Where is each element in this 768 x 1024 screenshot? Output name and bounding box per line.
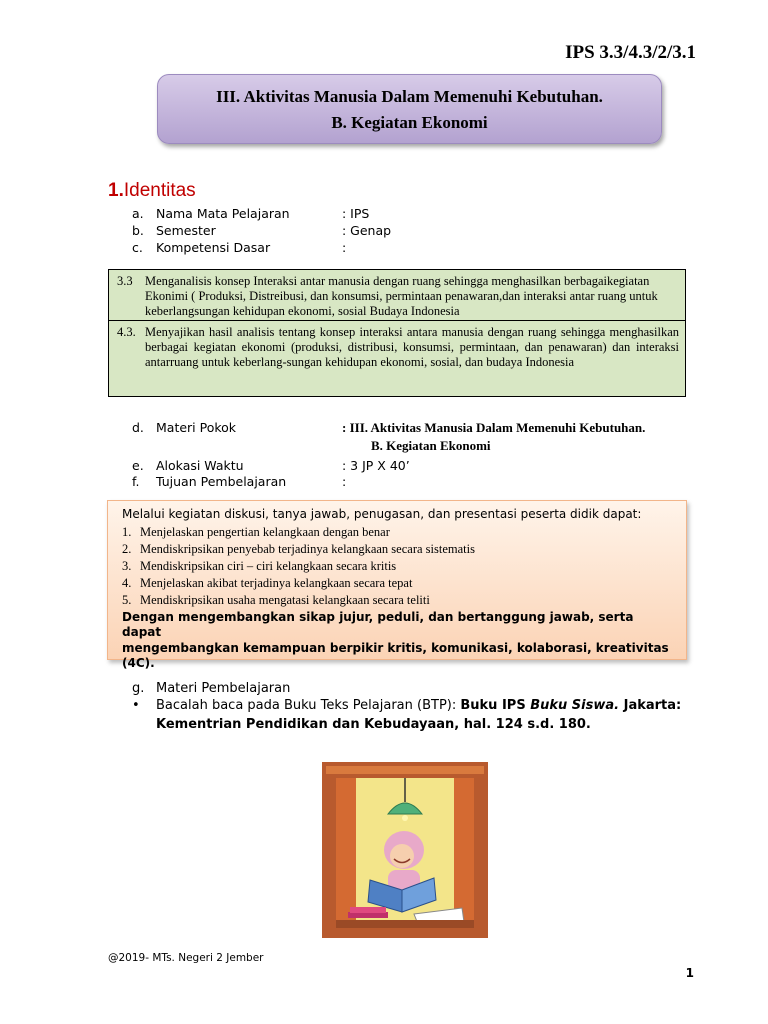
row-letter: f. xyxy=(132,474,140,489)
identitas-row-a xyxy=(132,206,532,222)
row-value: : Genap xyxy=(342,223,392,238)
row-label: Nama Mata Pelajaran xyxy=(156,206,290,221)
list-item xyxy=(122,575,672,592)
materi-line-2: Kementrian Pendidikan dan Kebudayaan, hal. 124 s.d. 180. xyxy=(156,717,591,732)
materi-heading xyxy=(132,681,291,696)
item-text: Mendiskripsikan usaha mengatasi kelangkaan secara teliti xyxy=(140,593,430,607)
title-line-2: B. Kegiatan Ekonomi xyxy=(331,113,488,132)
row-letter: g. xyxy=(132,681,145,696)
kd-number: 3.3 xyxy=(117,274,133,288)
page-number: 1 xyxy=(685,966,694,980)
item-text: Menjelaskan pengertian kelangkaan dengan benar xyxy=(140,525,390,539)
identitas-row-b xyxy=(132,223,532,239)
kd-text: Menganalisis konsep Interaksi antar manusia dengan ruang sehingga menghasilkan berbagaikegiatan Ekonimi ( Produksi, Distreibusi, dan konsumsi, permintaan penawaran,dan interaksi antar ruang untuk keberlangsungan kehidupan ekonomi, sosial Budaya Indonesia xyxy=(145,274,658,318)
tujuan-pembelajaran-box xyxy=(107,500,687,670)
item-number: 4. xyxy=(122,576,132,590)
title-line-1: III. Aktivitas Manusia Dalam Memenuhi Kebutuhan. xyxy=(216,87,603,106)
materi-text-c: Buku Siswa. xyxy=(530,698,620,713)
row-value: : xyxy=(342,240,347,255)
identitas-row-c xyxy=(132,240,532,256)
row-label: Kompetensi Dasar xyxy=(156,240,271,255)
row-label: Materi Pembelajaran xyxy=(156,681,291,696)
materi-text-d: Jakarta: xyxy=(619,698,682,713)
row-value: : IPS xyxy=(342,206,370,221)
window-sill xyxy=(336,920,474,928)
item-number: 2. xyxy=(122,542,132,556)
item-number: 1. xyxy=(122,525,132,539)
row-letter: a. xyxy=(132,206,144,221)
row-letter: e. xyxy=(132,458,144,473)
identitas-row-e xyxy=(132,458,532,474)
row-value: : III. Aktivitas Manusia Dalam Memenuhi Kebutuhan. xyxy=(342,420,646,435)
kd-number: 4.3. xyxy=(117,325,136,339)
list-item xyxy=(122,592,672,609)
reading-girl-illustration xyxy=(322,762,488,938)
document-code: IPS 3.3/4.3/2/3.1 xyxy=(565,42,696,63)
item-number: 5. xyxy=(122,593,132,607)
row-letter: c. xyxy=(132,240,143,255)
tujuan-closing-2: mengembangkan kemampuan berpikir kritis, komunikasi, kolaborasi, kreativitas (4C). xyxy=(122,641,669,670)
row-value: : 3 JP X 40’ xyxy=(342,458,410,473)
materi-bullet-line xyxy=(132,698,692,713)
materi-text xyxy=(156,698,681,713)
list-item xyxy=(122,558,672,575)
list-item xyxy=(122,541,672,558)
footer-copyright: @2019- MTs. Negeri 2 Jember xyxy=(108,952,264,964)
kompetensi-dasar-box xyxy=(108,269,686,397)
tujuan-list xyxy=(122,524,672,609)
materi-text-a: Bacalah baca pada Buku Teks Pelajaran (BTP): xyxy=(156,698,461,713)
lamp-bulb xyxy=(402,815,408,821)
section-title: Identitas xyxy=(123,180,196,201)
bullet: • xyxy=(132,698,140,713)
item-text: Menjelaskan akibat terjadinya kelangkaan secara tepat xyxy=(140,576,413,590)
curtain-left xyxy=(336,778,356,928)
section-heading-identitas xyxy=(108,180,196,202)
identitas-row-f xyxy=(132,474,532,490)
face xyxy=(390,844,414,868)
kd-item-4-3 xyxy=(109,320,685,374)
identitas-row-d xyxy=(132,420,692,436)
kd-item-3-3 xyxy=(109,270,685,320)
title-banner xyxy=(157,74,662,144)
row-letter: b. xyxy=(132,223,144,238)
curtain-right xyxy=(454,778,474,928)
tujuan-closing-1: Dengan mengembangkan sikap jujur, peduli, dan bertanggung jawab, serta dapat xyxy=(122,610,634,639)
list-item xyxy=(122,524,672,541)
kd-text: Menyajikan hasil analisis tentang konsep interaksi antara manusia dengan ruang sehingga menghasilkan berbagai kegiatan ekonomi (produksi, distribusi, konsumsi, permintaan, dan penawaran) dan interaksi antarruang untuk keberlang-sungan kehidupan ekonomi, sosial, dan budaya Indonesia xyxy=(145,325,679,369)
row-label: Materi Pokok xyxy=(156,420,237,435)
row-label: Tujuan Pembelajaran xyxy=(156,474,287,489)
row-letter: d. xyxy=(132,420,144,435)
section-number: 1. xyxy=(108,180,124,201)
item-text: Mendiskripsikan penyebab terjadinya kelangkaan secara sistematis xyxy=(140,542,475,556)
row-label: Alokasi Waktu xyxy=(156,458,244,473)
row-value: : xyxy=(342,474,347,489)
item-number: 3. xyxy=(122,559,132,573)
stacked-book-2 xyxy=(350,907,386,913)
row-label: Semester xyxy=(156,223,216,238)
materi-pokok-subtitle: B. Kegiatan Ekonomi xyxy=(371,438,491,453)
materi-text-b: Buku IPS xyxy=(460,698,531,713)
window-top-trim xyxy=(326,766,484,774)
item-text: Mendiskripsikan ciri – ciri kelangkaan secara kritis xyxy=(140,559,397,573)
tujuan-intro: Melalui kegiatan diskusi, tanya jawab, penugasan, dan presentasi peserta didik dapat: xyxy=(122,507,642,521)
